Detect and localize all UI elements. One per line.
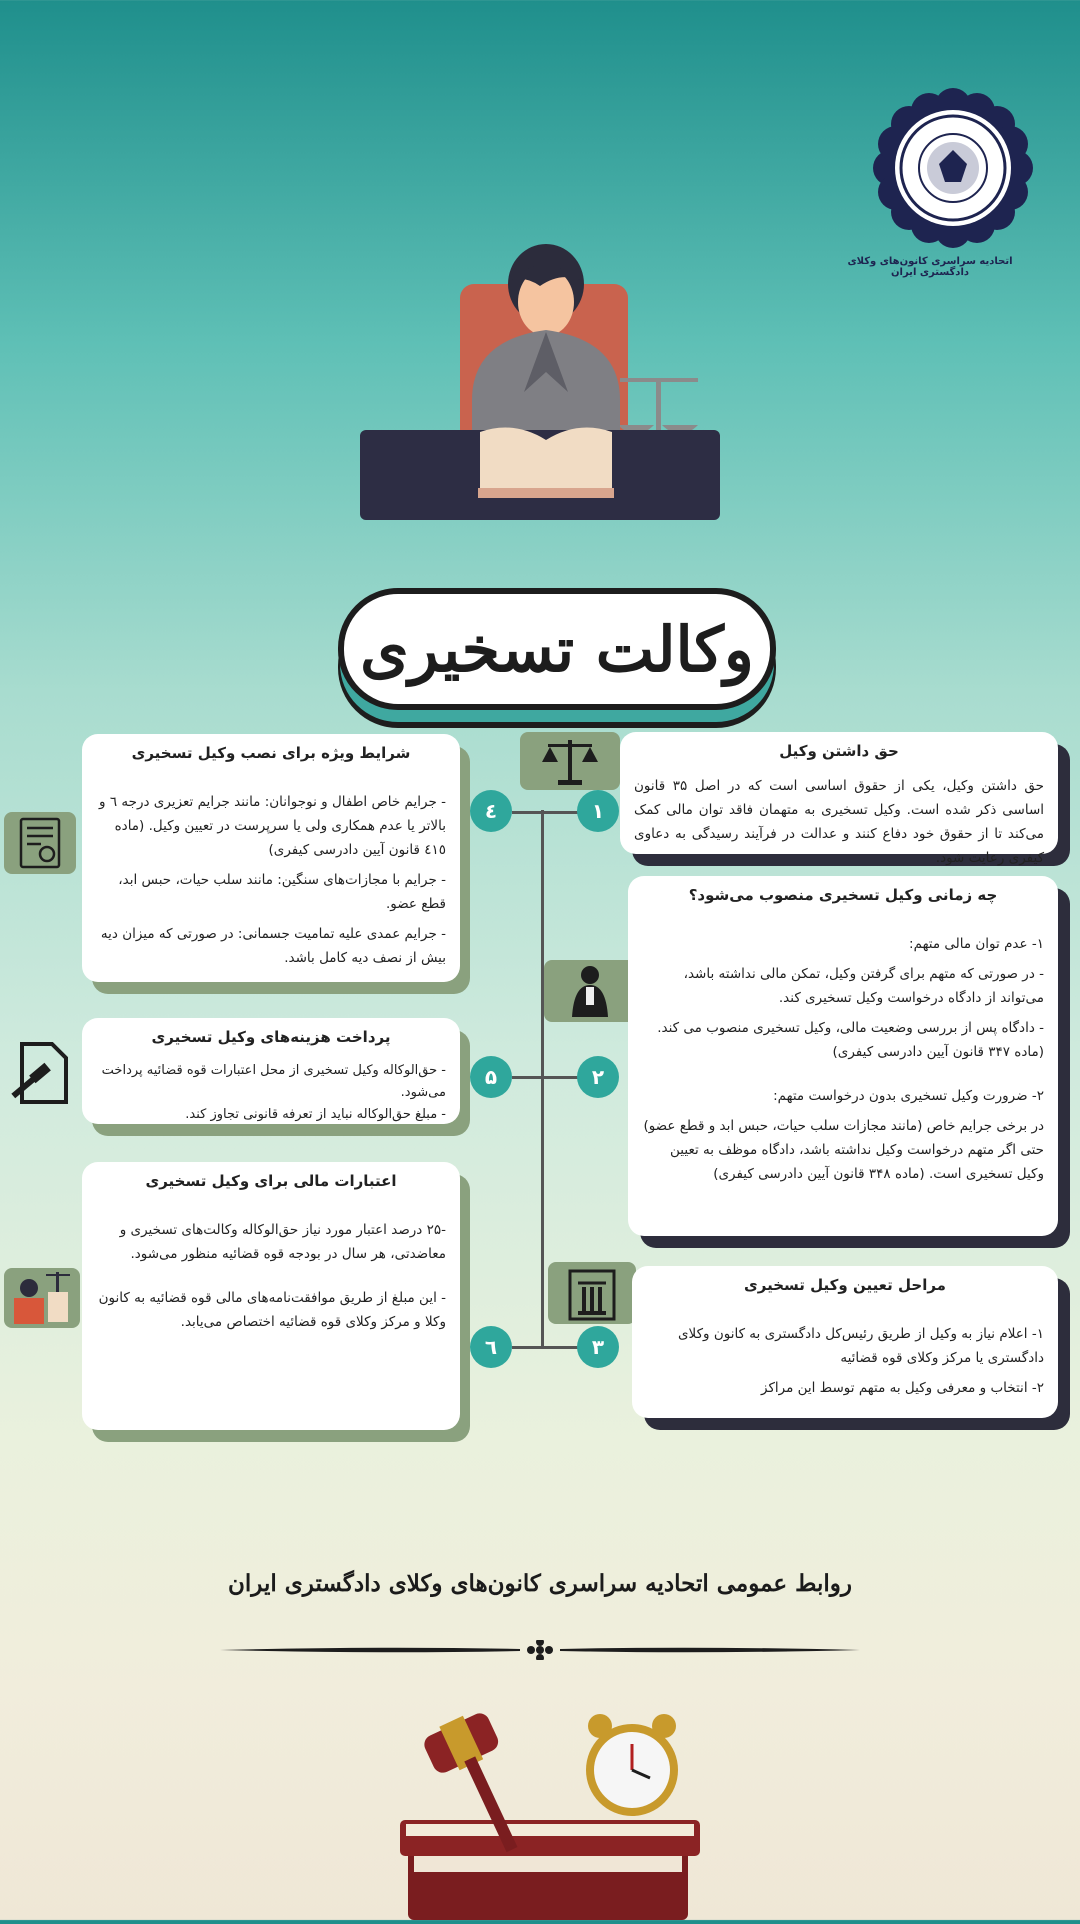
connector-3-6: [512, 1346, 582, 1349]
card-fee-payment: [82, 1018, 460, 1124]
logo-caption: اتحادیه سراسری کانون‌های وکلای دادگستری ایران: [847, 256, 1013, 278]
page-title: وکالت تسخیری: [360, 612, 754, 686]
step-number-2: ۲: [577, 1056, 619, 1098]
footer-title: روابط عمومی اتحادیه سراسری کانون‌های وکلای دادگستری ایران: [227, 1570, 852, 1597]
card-text: ۱- عدم توان مالی متهم:: [909, 936, 1044, 952]
ornament-divider: [220, 1640, 860, 1660]
card-financial-credits: [82, 1162, 460, 1430]
card-heading: پرداخت هزینه‌های وکیل تسخیری: [151, 1028, 391, 1046]
card-when-appointed: [628, 876, 1058, 1236]
connector-1-4: [512, 811, 582, 814]
judge-icon: [544, 960, 636, 1022]
card-text: - جرایم با مجازات‌های سنگین: مانند سلب حیات، حبس ابد، قطع عضو.: [118, 872, 446, 912]
step-number-4: ٤: [470, 790, 512, 832]
card-heading: شرایط ویژه برای نصب وکیل تسخیری: [131, 744, 411, 762]
card-text: - در صورتی که متهم برای گرفتن وکیل، تمکن مالی نداشته باشد، می‌تواند از دادگاه درخواست وکیل تسخیری کند.: [683, 966, 1044, 1006]
card-text: ۲- انتخاب و معرفی وکیل به متهم توسط این مراکز: [761, 1380, 1044, 1396]
timeline-line: [541, 810, 544, 1348]
step-number-6: ٦: [470, 1326, 512, 1368]
scales-icon: [520, 732, 620, 790]
step-number-1: ۱: [577, 790, 619, 832]
card-heading: چه زمانی وکیل تسخیری منصوب می‌شود؟: [688, 886, 998, 904]
card-text: حق داشتن وکیل، یکی از حقوق اساسی است که در اصل ۳۵ قانون اساسی ذکر شده است. وکیل تسخیری به متهمان فاقد توان مالی کمک می‌کند تا از حقوق خود دفاع کنند و عدالت در فرآیند رسیدگی به دعاوی کیفری رعایت شود.: [634, 778, 1044, 866]
gavel-clock-books-illustration: [400, 1690, 710, 1920]
card-text: -۲۵ درصد اعتبار مورد نیاز حق‌الوکاله وکالت‌های تسخیری و معاضدتی، هر سال در بودجه قوه قضائیه منظور می‌شود.: [119, 1222, 446, 1262]
card-text: ۱- اعلام نیاز به وکیل از طریق رئیس‌کل دادگستری به کانون وکلای دادگستری یا مرکز وکلای قوه قضائیه: [677, 1326, 1044, 1366]
courthouse-icon: [548, 1262, 636, 1324]
connector-2-5: [512, 1076, 582, 1079]
step-number-3: ۳: [577, 1326, 619, 1368]
card-appointment-steps: [632, 1266, 1058, 1418]
card-text: - جرایم خاص اطفال و نوجوانان: مانند جرایم تعزیری درجه ٦ و بالاتر یا عدم همکاری ولی یا سرپرست در تعیین وکیل. (ماده ٤١٥ قانون آیین دادرسی کیفری): [99, 794, 446, 858]
gavel-document-icon: [0, 1038, 80, 1108]
page-title-box: [338, 588, 776, 710]
lawyer-reading-illustration: [360, 240, 720, 520]
card-heading: مراحل تعیین وکیل تسخیری: [744, 1276, 946, 1294]
card-right-to-lawyer: [620, 732, 1058, 866]
card-text: - حق‌الوکاله وکیل تسخیری از محل اعتبارات قوه قضائیه پرداخت می‌شود.: [101, 1063, 446, 1100]
card-text: ۲- ضرورت وکیل تسخیری بدون درخواست متهم:: [773, 1088, 1044, 1104]
card-heading: اعتبارات مالی برای وکیل تسخیری: [145, 1172, 397, 1190]
card-text: در برخی جرایم خاص (مانند مجازات سلب حیات، حبس ابد و قطع عضو) حتی اگر متهم درخواست وکیل نداشته باشد، دادگاه موظف به تعیین وکیل تسخیری است. (ماده ۳۴۸ قانون آیین دادرسی کیفری): [643, 1118, 1044, 1182]
step-number-5: ۵: [470, 1056, 512, 1098]
card-text: - جرایم عمدی علیه تمامیت جسمانی: در صورتی که میزان دیه بیش از نصف دیه کامل باشد.: [100, 926, 446, 966]
card-text: - دادگاه پس از بررسی وضعیت مالی، وکیل تسخیری منصوب می کند. (ماده ۳۴۷ قانون آیین دادرسی کیفری): [657, 1020, 1044, 1060]
document-seal-icon: [4, 812, 76, 874]
card-text: - مبلغ حق‌الوکاله نباید از تعرفه قانونی تجاوز کند.: [185, 1107, 446, 1122]
card-heading: حق داشتن وکیل: [779, 742, 899, 760]
worker-scales-icon: [4, 1262, 80, 1332]
card-special-conditions: [82, 734, 460, 982]
logo-emblem-icon: [868, 88, 1038, 252]
card-text: - این مبلغ از طریق موافقت‌نامه‌های مالی قوه قضائیه به کانون وکلا و مرکز وکلای قوه قضائیه اختصاص می‌یابد.: [98, 1290, 446, 1330]
